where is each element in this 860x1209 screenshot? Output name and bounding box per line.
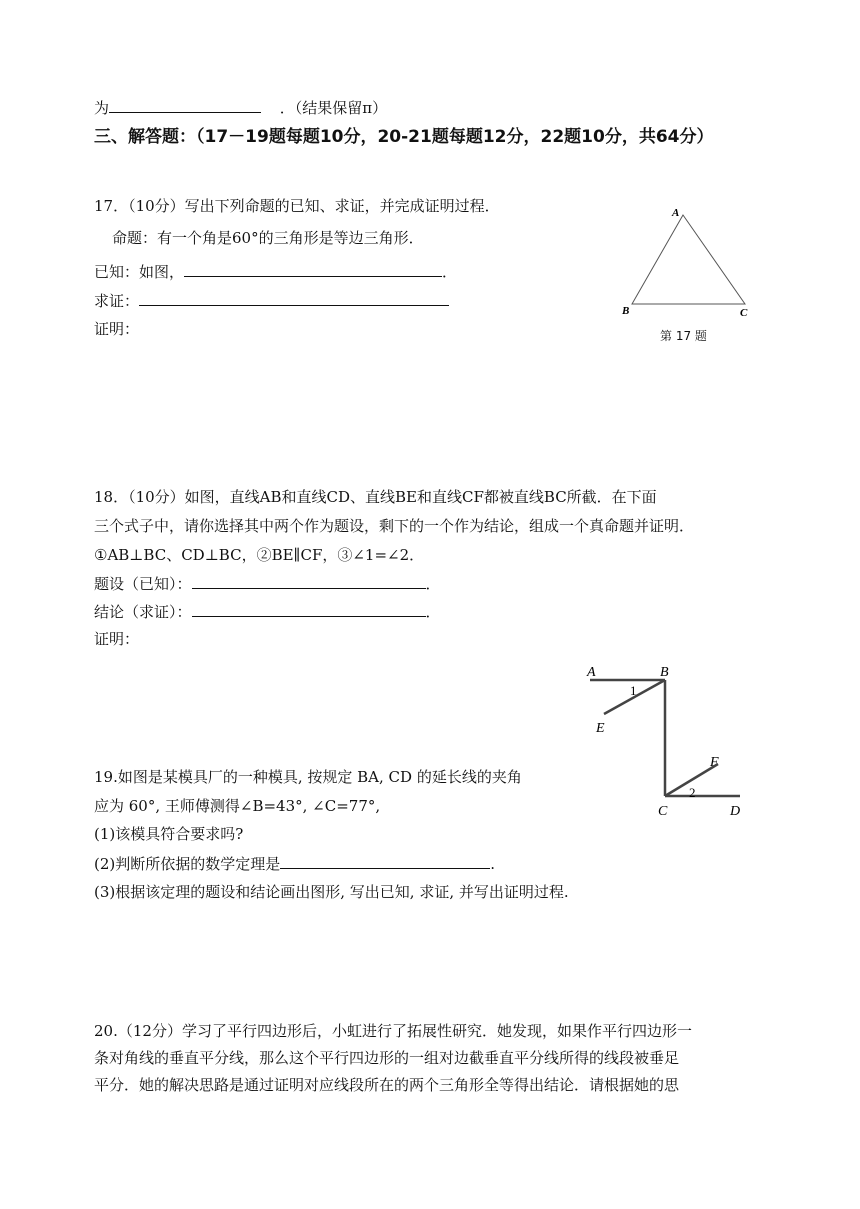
q17-prove-label: 求证： xyxy=(94,292,140,310)
q17-proposition: 命题：有一个角是60°的三角形是等边三角形． xyxy=(112,229,424,247)
q18-angle-1: 1 xyxy=(630,683,637,698)
q18-parallel-lines-figure xyxy=(582,662,758,822)
q18-conditions: ①AB⊥BC、CD⊥BC，②BE∥CF，③∠1=∠2． xyxy=(94,546,425,564)
q19-sub2-line xyxy=(94,852,495,875)
q18-label-c: C xyxy=(658,804,668,819)
q17-label-b: B xyxy=(622,305,630,317)
q16-answer-line xyxy=(94,96,387,119)
q17-title: 17．（10分）写出下列命题的已知、求证，并完成证明过程． xyxy=(94,197,500,215)
q18-line1: 18．（10分）如图，直线AB和直线CD、直线BE和直线CF都被直线BC所截．在下面 xyxy=(94,488,657,506)
q19-sub1: (1)该模具符合要求吗? xyxy=(94,825,244,843)
q19-sub2-label: (2)判断所依据的数学定理是 xyxy=(94,855,281,873)
q17-label-a: A xyxy=(672,207,680,219)
q17-proof-label: 证明： xyxy=(94,320,140,338)
q16-answer-blank[interactable] xyxy=(109,96,261,113)
q17-given-line xyxy=(94,260,457,283)
q18-conclusion-blank[interactable] xyxy=(192,600,426,617)
q16-suffix: ．（结果保留π） xyxy=(279,99,388,117)
q19-sub2-blank[interactable] xyxy=(280,852,490,869)
q17-prove-blank[interactable] xyxy=(139,289,449,306)
q18-hypothesis-end: ． xyxy=(425,575,441,593)
q18-hypothesis-line xyxy=(94,572,441,595)
q20-line1: 20.（12分）学习了平行四边形后，小虹进行了拓展性研究．她发现，如果作平行四边形一 xyxy=(94,1022,692,1040)
q18-label-e: E xyxy=(596,721,605,736)
q17-given-end: ． xyxy=(442,263,458,281)
q17-given-label: 已知：如图， xyxy=(94,263,185,281)
q18-angle-2: 2 xyxy=(689,785,696,800)
q17-figure-caption: 第 17 题 xyxy=(660,329,707,343)
q17-prove-line xyxy=(94,289,449,312)
q18-proof-label: 证明： xyxy=(94,630,140,648)
q18-label-a: A xyxy=(587,665,596,680)
q18-conclusion-line xyxy=(94,600,441,623)
q18-line2: 三个式子中，请你选择其中两个作为题设，剩下的一个作为结论，组成一个真命题并证明． xyxy=(94,517,695,535)
q18-conclusion-label: 结论（求证）： xyxy=(94,603,192,621)
q20-line2: 条对角线的垂直平分线，那么这个平行四边形的一组对边截垂直平分线所得的线段被垂足 xyxy=(94,1049,680,1067)
q18-label-b: B xyxy=(660,665,669,680)
q19-line2: 应为 60°, 王师傅测得∠B=43°, ∠C=77°, xyxy=(94,797,381,815)
q18-label-f: F xyxy=(710,755,719,770)
q18-hypothesis-blank[interactable] xyxy=(192,572,426,589)
q17-given-blank[interactable] xyxy=(184,260,442,277)
q19-sub2-end: . xyxy=(490,855,496,873)
section3-heading: 三、解答题：（17－19题每题10分，20-21题每题12分，22题10分，共64分） xyxy=(94,127,714,147)
q19-sub3: (3)根据该定理的题设和结论画出图形, 写出已知, 求证, 并写出证明过程. xyxy=(94,883,569,901)
q18-hypothesis-label: 题设（已知）： xyxy=(94,575,192,593)
q17-label-c: C xyxy=(740,307,748,319)
q20-line3: 平分．她的解决思路是通过证明对应线段所在的两个三角形全等得出结论．请根据她的思 xyxy=(94,1076,680,1094)
q16-prefix: 为 xyxy=(94,99,110,117)
q18-label-d: D xyxy=(730,804,741,819)
q18-conclusion-end: ． xyxy=(425,603,441,621)
q19-line1: 19.如图是某模具厂的一种模具, 按规定 BA, CD 的延长线的夹角 xyxy=(94,768,522,786)
q17-triangle-figure xyxy=(612,200,762,322)
